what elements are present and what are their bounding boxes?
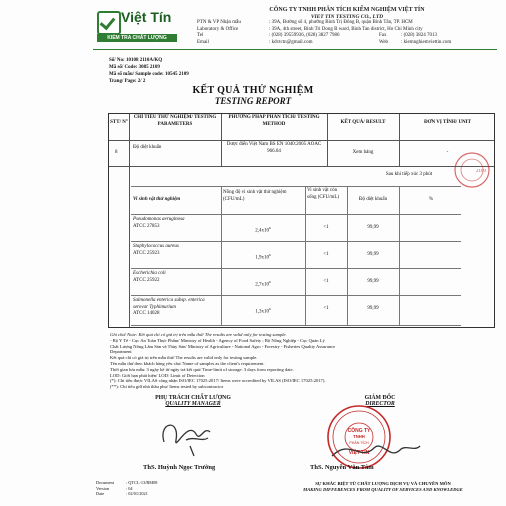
col-divider	[129, 114, 130, 327]
organism-concentration: $1,3x10^6$	[255, 307, 271, 315]
organism-concentration: $2,7x10^6$	[255, 280, 271, 288]
subtable-divider	[131, 214, 461, 215]
logo-tagline: KIỂM TRA CHẤT LƯỢNG	[97, 34, 177, 42]
contact-time-note: Sau khi tiếp xúc 3 phút	[385, 172, 433, 177]
sample-number: Mã số mẫu/ Sample code: 10545 2109	[109, 72, 189, 77]
header-divider	[93, 49, 497, 50]
subtable-divider	[131, 268, 461, 269]
company-info	[197, 7, 497, 46]
doc-value: : QTCL-13/BM08	[126, 480, 158, 485]
organism-name: Staphylococcus aureus	[133, 244, 179, 249]
organism-concentration: $2,4x10^6$	[255, 226, 271, 234]
version-label: Version	[96, 485, 110, 491]
header-method: PHƯƠNG PHÁP PHÂN TÍCH/ TESTING METHOD	[228, 115, 320, 127]
header-result: KẾT QUẢ/ RESULT	[340, 120, 386, 125]
date-value: : 02/01/2021	[126, 491, 148, 496]
results-table	[108, 113, 495, 328]
sub-header-organism: Vi sinh vật thử nghiệm	[133, 197, 181, 202]
page-number: Trang/ Page: 2/ 2	[109, 79, 146, 84]
report-meta	[109, 57, 189, 85]
fax-value: : (028) 3824 7013	[401, 33, 437, 38]
report-title-vn: KẾT QUẢ THỬ NGHIỆM	[192, 85, 314, 96]
concentration-exponent: 6	[269, 253, 271, 257]
sub-header-initial: Nồng độ vi sinh vật thử nghiệm (CFU/mL)	[223, 190, 287, 202]
organism-surviving: <1	[323, 279, 329, 284]
slogan-en: MAKING DIFFERENCES FROM QUALITY OF SERVICES AND KNOWLEDGE	[303, 487, 463, 492]
organism-kill-rate: 99,99	[367, 225, 379, 230]
tel-label: Tel	[197, 33, 204, 38]
sub-header-unit: %	[428, 197, 434, 202]
concentration-exponent: 6	[269, 226, 271, 230]
logo-name: Việt Tín	[121, 9, 172, 25]
organism-kill-rate: 99,99	[367, 279, 379, 284]
organism-surviving: <1	[323, 225, 329, 230]
sub-header-surviving: Vi sinh vật còn sống (CFU/mL)	[307, 188, 340, 200]
qa-name: ThS. Huỳnh Ngọc Trường	[143, 464, 216, 471]
footnote-line: Kết quả chỉ có giá trị trên mẫu thử/ The results are valid only for testing sample.	[110, 355, 258, 361]
row-number: 8	[115, 150, 118, 155]
email-value[interactable]: : kdvtctn@gmail.com	[269, 39, 313, 45]
concentration-exponent: 6	[269, 280, 271, 284]
sub-header-kill: Độ diệt khuẩn	[358, 197, 388, 202]
subtable-divider	[131, 241, 461, 242]
organism-atcc: ATCC 14028	[133, 311, 160, 316]
subtable-top	[131, 186, 461, 187]
row-divider	[109, 140, 494, 141]
doc-label: Document	[96, 480, 114, 485]
organism-surviving: <1	[323, 306, 329, 311]
company-name-en: VIET TIN TESTING CO., LTD	[310, 13, 384, 20]
tel-value: : (028) 39559936, (028) 3827 7986	[269, 33, 340, 38]
footnote-line: Chất Lượng Nông Lâm Sản và Thủy Sản/ Ministry of Agriculture - National Agro - Forestry - Fisheries Quality Assurance	[110, 343, 336, 349]
svg-text:TNHH: TNHH	[353, 434, 365, 439]
subtable-bottom	[131, 325, 461, 326]
footnotes	[110, 332, 495, 390]
report-number: Số/ No: 10108 2110A/KQ	[109, 58, 163, 63]
svg-text:CÔNG TY: CÔNG TY	[347, 428, 371, 434]
footnote-line: Tên mẫu thử theo khách hàng yêu cầu/ Name of samples as the client's requirement.	[110, 360, 265, 366]
row-unit: -	[446, 150, 449, 155]
organism-name: Escherichia coli	[133, 271, 166, 276]
footnote-line: Thời gian lưu mẫu: 3 ngày kể từ ngày trả kết quả/ Time-limit of storage: 3 days from reporting date.	[110, 366, 294, 372]
address-value: : 39A, Đường số 4, phường Bình Trị Đông B, quận Bình Tân, TP. HCM	[269, 20, 413, 25]
report-title-en: TESTING REPORT	[214, 96, 292, 106]
organism-atcc: ATCC 27853	[133, 224, 160, 229]
director-title-vn: GIÁM ĐỐC	[364, 395, 396, 401]
footnote-line: Ghi chú/ Note: Kết quả chỉ có giá trị trên mẫu thử/ The results are valid only for testing sample.	[110, 332, 287, 337]
organism-concentration: $1,9x10^6$	[255, 253, 271, 261]
header-stt: STT/ N°	[110, 120, 128, 125]
subtable-col-divider	[221, 186, 222, 325]
footer-slogan	[268, 481, 498, 493]
subtable-col-divider	[399, 186, 400, 325]
qa-signature-block	[133, 395, 253, 407]
sample-code: Mã số/ Code: 3085 2109	[109, 65, 160, 70]
address-label: PTN & VP Nhận mẫu	[197, 20, 241, 25]
organism-kill-rate: 99,99	[367, 306, 379, 311]
qa-title-en: QUALITY MANAGER	[165, 401, 221, 407]
header-unit: ĐƠN VỊ TÍNH/ UNIT	[424, 120, 471, 125]
document-control	[96, 480, 157, 497]
version-value: : 04	[126, 485, 133, 491]
fax-label: Fax	[379, 33, 387, 38]
subtable-col-divider	[347, 186, 348, 325]
footnote-line: (**): Chỉ tiêu giữ nhà thầu phụ/ Items tested by subcontractor	[110, 384, 224, 390]
header-target: CHỈ TIÊU THỬ NGHIỆM/ TESTING PARAMETERS	[133, 115, 217, 127]
organism-atcc: ATCC 25922	[133, 278, 160, 283]
web-value[interactable]: : kiemnghiemviettin.com	[401, 39, 452, 45]
lab-value: : 39A, 4th street, Binh Tri Dong B ward, Binh Tan district, Ho Chi Minh city	[269, 26, 423, 32]
qa-handwritten-signature	[150, 412, 230, 460]
partial-stamp-icon	[452, 150, 492, 190]
date-label: Date	[96, 491, 105, 496]
footnote-line: (*): Chỉ tiêu được VILAS công nhận ISO/IEC 17025:2017/ Items were accredited by VILAS (ISO/IEC 17025:2017).	[110, 378, 326, 384]
concentration-exponent: 6	[269, 307, 271, 311]
director-name: ThS. Nguyễn Văn Tâm	[310, 464, 374, 471]
svg-text:VIỆT TÍN: VIỆT TÍN	[348, 450, 370, 456]
company-logo	[97, 9, 180, 42]
footnote-line: LOD: Giới hạn phát hiện/ LOD: Limit of Detection	[110, 372, 205, 378]
qa-title-vn: PHỤ TRÁCH CHẤT LƯỢNG	[155, 395, 231, 401]
footnote-line: - Bộ Y Tế - Cục An Toàn Thực Phẩm/ Ministry of Health - Agency of Food Safety ; Bộ Nông Nghiệp - Cục Quản Lý	[110, 337, 325, 343]
row-method: Dược điển Việt Nam BS EN 1040:2005 AOAC 966.04	[226, 142, 322, 154]
organism-atcc: ATCC 25923	[133, 251, 160, 256]
svg-text:PHÂN TÍCH: PHÂN TÍCH	[349, 441, 369, 445]
web-label: Web	[379, 39, 389, 45]
subtable-col-divider	[305, 186, 306, 325]
organism-surviving: <1	[323, 252, 329, 257]
organism-name: Salmonella enterica subsp. enterica serovar Typhimurium	[133, 298, 205, 310]
svg-text:2109: 2109	[476, 169, 486, 174]
footnote-line: Department	[110, 349, 132, 355]
director-title-en: DIRECTOR	[365, 401, 395, 407]
row-divider	[109, 166, 494, 167]
row-parameter: Độ diệt khuẩn	[133, 145, 162, 150]
checkmark-logo-icon	[97, 11, 121, 35]
email-label: Email	[197, 39, 209, 45]
organism-kill-rate: 99,99	[367, 252, 379, 257]
company-name-vn: CÔNG TY TNHH PHÂN TÍCH KIỂM NGHIỆM VIỆT TÍN	[269, 7, 425, 13]
row-result: Xem bảng	[352, 150, 374, 155]
slogan-vn: SỰ KHÁC BIỆT TỪ CHẤT LƯỢNG DỊCH VỤ VÀ CHUYÊN MÔN	[315, 481, 451, 486]
subtable-divider	[131, 295, 461, 296]
organism-name: Pseudomonas aeruginosa	[133, 217, 185, 222]
lab-label: Laboratory & Office	[197, 26, 239, 32]
